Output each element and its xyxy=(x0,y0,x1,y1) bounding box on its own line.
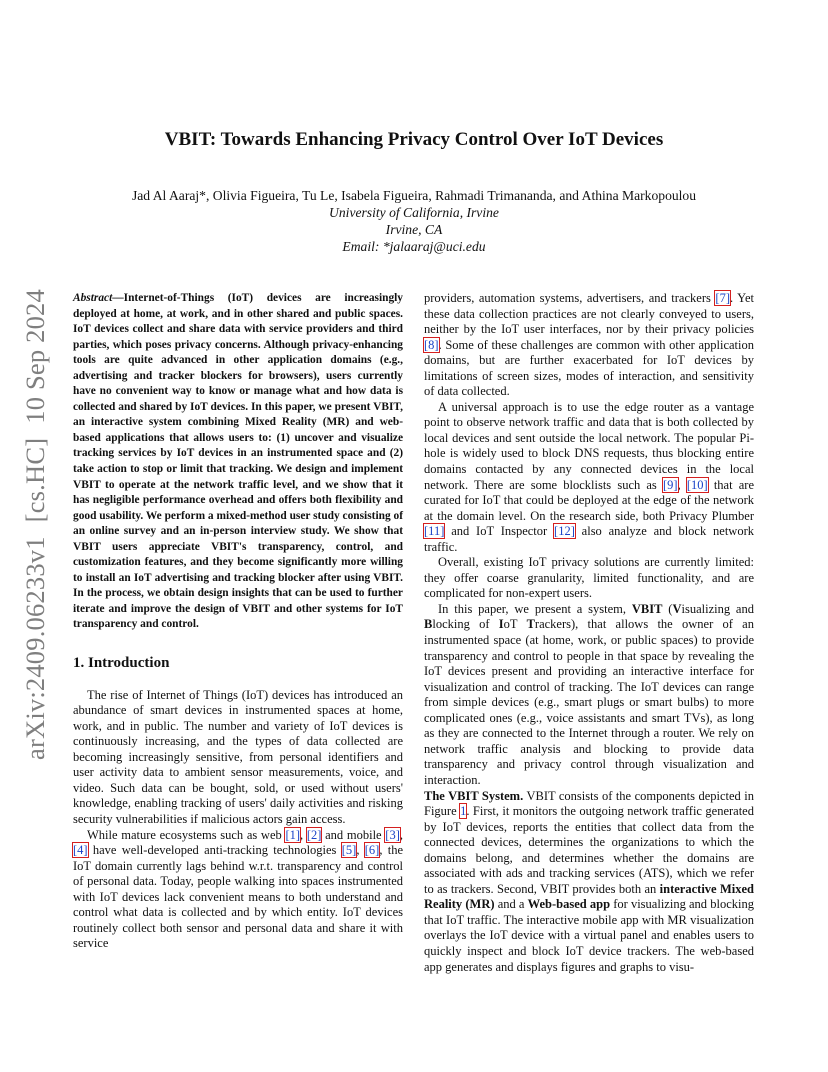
citation-link[interactable]: [ 1 ] xyxy=(285,828,300,842)
intro-paragraph-2: While mature ecosystems such as web [ 1 ] , [ 2 ] and mobile [ 3 ] , [ 4 ] have well-developed anti-tracking technologies [ 5 ] , [ 6 ] , the IoT domain currently lags behind w.r.t. transparency and control of personal data. Today, people walking into spaces instrumented with IoT devices lack convenient means to both understand and control what data is collected and by which entity. IoT devices routinely collect both sensor and personal data and share it with service xyxy=(73,828,403,952)
citation-link[interactable]: [ 6 ] xyxy=(365,843,380,857)
arxiv-category: [cs.HC] xyxy=(20,437,50,523)
arxiv-date: 10 Sep 2024 xyxy=(20,289,50,424)
abstract-text: —Internet-of-Things (IoT) devices are increasingly deployed at home, at work, and in other shared and public spaces. IoT devices collect and share data with service providers and third parties, which poses privacy concerns. Although privacy-enhancing tools are quite advanced in other application domains (e.g., advertising and tracker blockers for browsers), users currently have no convenient way to know or manage what and how data is collected and shared by IoT devices. In this paper, we present VBIT, an interactive system combining Mixed Reality (MR) and web-based applications that allows users to: (1) uncover and visualize tracking services by IoT devices in an instrumented space and (2) take action to stop or limit that tracking. We design and implement VBIT to operate at the network traffic level, and we show that it has negligible performance overhead and offers both flexibility and good usability. We perform a mixed-method user study consisting of an online survey and an in-person interview study. We show that VBIT users appreciate VBIT's transparency, control, and customization features, and they become significantly more willing to install an IoT advertising and tracking blocker after using VBIT. In the process, we obtain design insights that can be used to further iterate and improve the design of VBIT and other systems for IoT transparency and control. xyxy=(73,292,403,631)
citation-link[interactable]: [ 2 ] xyxy=(307,828,322,842)
arxiv-id: arXiv:2409.06233v1 xyxy=(20,536,50,760)
right-column xyxy=(424,291,754,975)
paper-title: VBIT: Towards Enhancing Privacy Control Over IoT Devices xyxy=(164,129,664,150)
citation-link[interactable]: [ 12 ] xyxy=(554,524,575,538)
citation-link[interactable]: [ 9 ] xyxy=(663,478,678,492)
right-paragraph-2: A universal approach is to use the edge router as a vantage point to observe network traffic and data that is both collected by local devices and sent outside the local network. The popular Pi-hole is widely used to block DNS requests, thus blocking entire domains contacted by any connected devices in the local network. There are some blocklists such as [ 9 ] , [ 10 ] that are curated for IoT that could be deployed at the edge of the network at the domain level. On the research side, both Privacy Plumber [ 11 ] and IoT Inspector [ 12 ] also analyze and block network traffic. xyxy=(424,400,754,555)
author-block xyxy=(0,187,828,255)
citation-link[interactable]: [ 7 ] xyxy=(715,291,730,305)
vbit-system-lead: The VBIT System. xyxy=(424,788,524,803)
citation-link[interactable]: [ 5 ] xyxy=(342,843,357,857)
intro-paragraph-1: The rise of Internet of Things (IoT) devices has introduced an abundance of smart devices in instrumented spaces at home, work, and in public. The number and variety of IoT devices is continuously increasing, and the types of data collected are becoming increasingly sensitive, from personal identifiers and user activity data to ambient sensor measurements, voice, and video. Such data can be bought, sold, or used without users' knowledge, enabling tracking of users' daily activities and risking security vulnerabilities if malicious actors gain access. xyxy=(73,687,403,826)
right-paragraph-1: providers, automation systems, advertisers, and trackers [ 7 ] . Yet these data collection practices are not clearly conveyed to users, neither by the IoT user interfaces, nor by their privacy policies [ 8 ] . Some of these challenges are common with other application domains, but are further exacerbated for IoT devices by limitations of screen sizes, modes of interaction, and sensitivity of data collected. xyxy=(424,291,754,400)
citation-link[interactable]: [ 4 ] xyxy=(73,843,88,857)
figure-reference-link[interactable]: 1 xyxy=(460,804,467,819)
right-paragraph-5: The VBIT System. VBIT consists of the components depicted in Figure 1. First, it monitors the outgoing network traffic generated by IoT devices, reports the entities that collect data from the connected devices, determines the organizations to which the domains belong, and determines whether the domains are associated with ads and tracking services (ATS), which we refer to as trackers. Second, VBIT provides both an interactive Mixed Reality (MR) and a Web-based app for visualizing and blocking that IoT traffic. The interactive mobile app with MR visualization overlays the IoT device with a virtual panel and enables users to quickly inspect and block IoT device trackers. The web-based app generates and displays figures and graphs to visu- xyxy=(424,788,755,974)
author-email: Email: *jalaaraj@uci.edu xyxy=(342,239,486,254)
author-names: Jad Al Aaraj*, Olivia Figueira, Tu Le, Isabela Figueira, Rahmadi Trimananda, and Athina Markopoulou xyxy=(131,188,697,203)
author-location: Irvine, CA xyxy=(385,222,443,237)
citation-link[interactable]: [ 8 ] xyxy=(424,338,439,352)
abstract xyxy=(73,291,403,633)
citation-link[interactable]: [ 3 ] xyxy=(385,828,400,842)
citation-link[interactable]: [ 11 ] xyxy=(424,524,444,538)
author-affiliation: University of California, Irvine xyxy=(329,205,499,220)
right-paragraph-4: In this paper, we present a system, VBIT (Visualizing and Blocking of IoT Trackers), that allows the owner of an instrumented space (at home, work, or public spaces) to provide transparency and control to people in that space by revealing the IoT devices present and providing an interactive interface for visualization and control of tracking. The IoT devices can range from simple devices (e.g., smart plugs or smart bulbs) to more complicated ones (e.g., voice assistants and smart TVs), as long as they are connected to the Internet through a router. We rely on network traffic analysis and blocking to provide data transparency and privacy control through visualization and interaction. xyxy=(424,601,754,787)
left-column xyxy=(73,291,403,952)
right-paragraph-3: Overall, existing IoT privacy solutions are currently limited: they offer coarse granularity, limited functionality, and are complicated for non-expert users. xyxy=(424,555,754,601)
citation-link[interactable]: [ 10 ] xyxy=(687,478,708,492)
arxiv-identifier-stamp xyxy=(20,289,51,760)
abstract-label: Abstract xyxy=(73,292,113,304)
section-heading-introduction: 1. Introduction xyxy=(73,655,170,672)
